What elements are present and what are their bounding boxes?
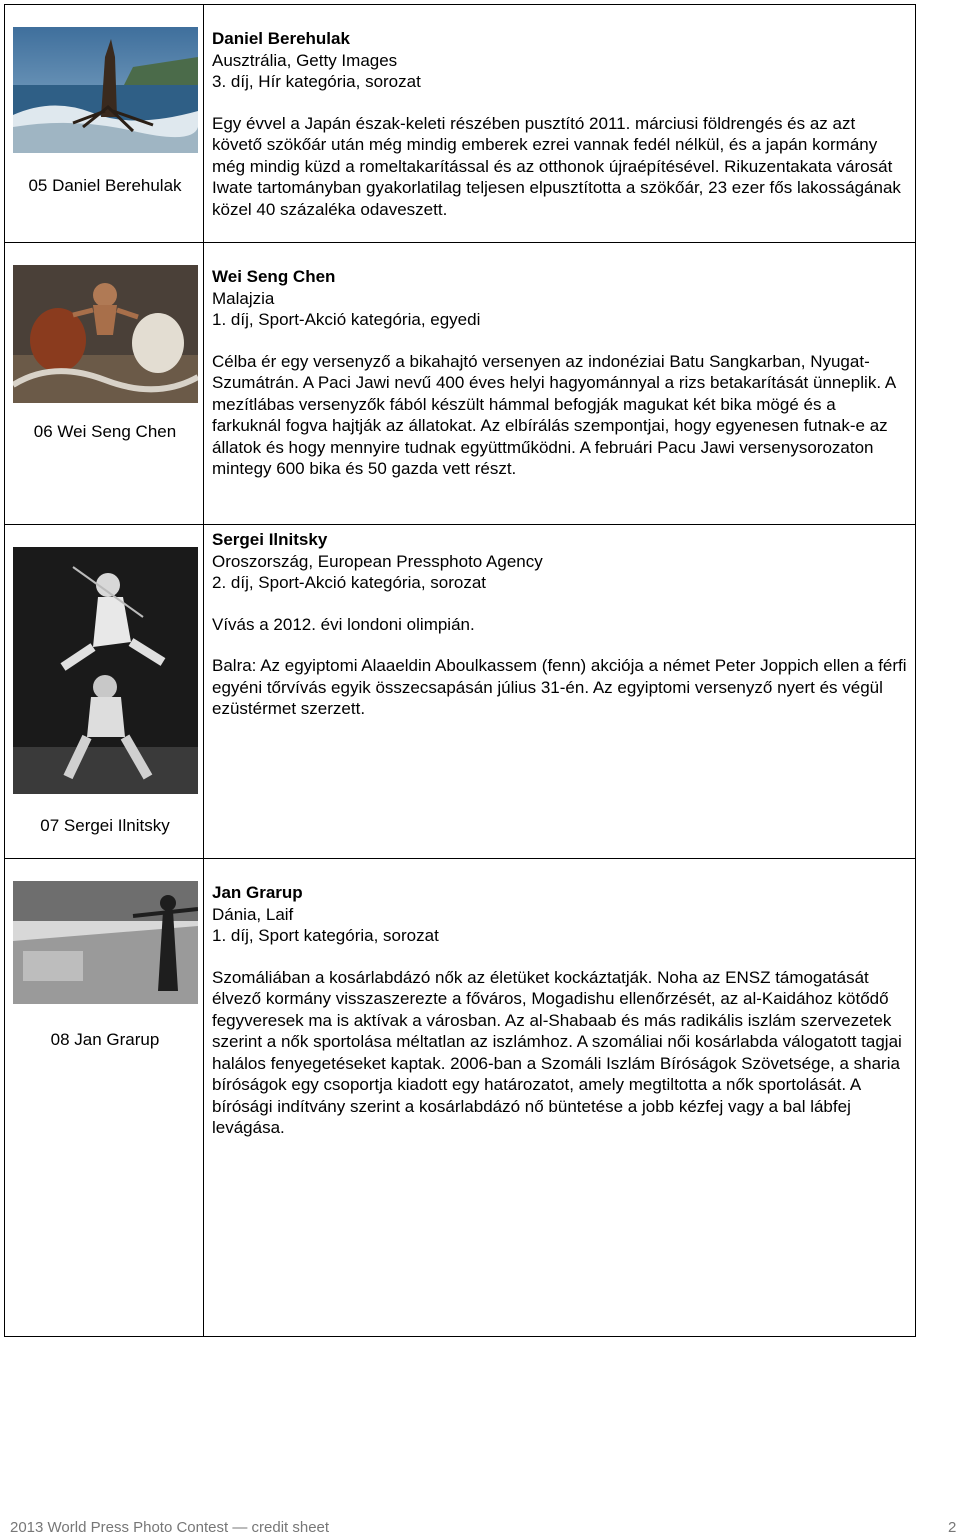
photographer-name: Sergei Ilnitsky xyxy=(212,530,328,549)
photographer-name: Wei Seng Chen xyxy=(212,267,336,286)
award-line: 2. díj, Sport-Akció kategória, sorozat xyxy=(212,573,487,592)
footer-title: 2013 World Press Photo Contest — credit sheet xyxy=(10,1519,330,1536)
description: Balra: Az egyiptomi Alaaeldin Aboulkassem (fenn) akciója a német Peter Joppich ellen a férfi egyéni tőrvívás egyik összecsapásán július 31-én. Az egyiptomi versenyző nyert és végül ezüstérmet szerzett. xyxy=(212,656,907,718)
photo-mogadishu xyxy=(13,881,198,1004)
award-line: 1. díj, Sport kategória, sorozat xyxy=(212,926,439,945)
entry-caption: 08 Jan Grarup xyxy=(50,1030,160,1049)
info-cell xyxy=(204,525,916,859)
entry-row-05 xyxy=(4,4,916,243)
photographer-country: Ausztrália, Getty Images xyxy=(212,50,398,70)
photographer-country: Oroszország, European Pressphoto Agency xyxy=(212,551,543,571)
photographer-name: Jan Grarup xyxy=(212,883,303,902)
photographer-country: Dánia, Laif xyxy=(212,904,294,924)
award-line: 3. díj, Hír kategória, sorozat xyxy=(212,72,421,91)
photo-cell xyxy=(4,859,204,1337)
photo-cell xyxy=(4,4,204,243)
entry-caption: 06 Wei Seng Chen xyxy=(33,422,177,441)
award-line: 1. díj, Sport-Akció kategória, egyedi xyxy=(212,310,481,329)
entry-row-08 xyxy=(4,859,916,1337)
description: Célba ér egy versenyző a bikahajtó versenyen az indonéziai Batu Sangkarban, Nyugat-Szumátrán. A Paci Jawi nevű 400 éves helyi hagyománnyal a rizs betakarítását ünneplik. A mezítlábas versenyzők fából készült hámmal befogják magukat két bika mögé és a farkuknál fogva hajtják az állatokat. Az elbírálás szempontjai, hogy egyenesen futnak-e az állatok és hogy mennyire tudnak együttműködni. A februári Pacu Jawi versenysorozaton mintegy 600 bika és 50 gazda vett részt. xyxy=(212,351,896,478)
info-cell xyxy=(204,243,916,525)
photo-fencing xyxy=(13,547,198,794)
photo-cell xyxy=(4,525,204,859)
entry-row-07 xyxy=(4,525,916,859)
photographer-name: Daniel Berehulak xyxy=(212,29,350,48)
entry-caption: 07 Sergei Ilnitsky xyxy=(40,816,170,835)
photo-cell xyxy=(4,243,204,525)
entry-caption: 05 Daniel Berehulak xyxy=(28,176,182,195)
description: Vívás a 2012. évi londoni olimpián. xyxy=(212,614,475,634)
info-cell xyxy=(204,4,916,243)
description: Szomáliában a kosárlabdázó nők az életüket kockáztatják. Noha az ENSZ támogatását élvező kormány visszaszerezte a főváros, Mogadishu ellenőrzését, az al-Kaidához kötődő fegyveresek ma is aktívak a városban. Az al-Shabaab és más radikális iszlám szervezetek szerint a nők sportolása méltatlan az iszlámhoz. A szomáliai női kosárlabda válogatott tagjai halálos fenyegetéseket kaptak. 2006-ban a Szomáli Iszlám Bíróságok Szövetsége, a sharia bíróságok egy csoportja kiadott egy határozatot, amely megtiltotta a nők sportolását. A bírósági indítvány szerint a kosárlabdázó nő büntetése a jobb kézfej vagy a bal lábfej levágása. xyxy=(212,967,902,1137)
info-cell xyxy=(204,859,916,1337)
entry-row-06 xyxy=(4,243,916,525)
photographer-country: Malajzia xyxy=(212,288,275,308)
page-number: 2 xyxy=(948,1519,957,1536)
photo-bull-race xyxy=(13,265,198,403)
description: Egy évvel a Japán észak-keleti részében pusztító 2011. márciusi földrengés és az azt követő szökőár után még mindig emberek ezrei vannak fedél nélkül, és a japán kormány még mindig küzd a romeltakarítással és az otthonok újraépítésével. Rikuzentakata városát Iwate tartományban gyakorlatilag teljesen elpusztította a szökőár, 23 ezer fős lakosságának közel 40 százaléka odaveszett. xyxy=(212,113,901,219)
photo-tsunami xyxy=(13,27,198,153)
